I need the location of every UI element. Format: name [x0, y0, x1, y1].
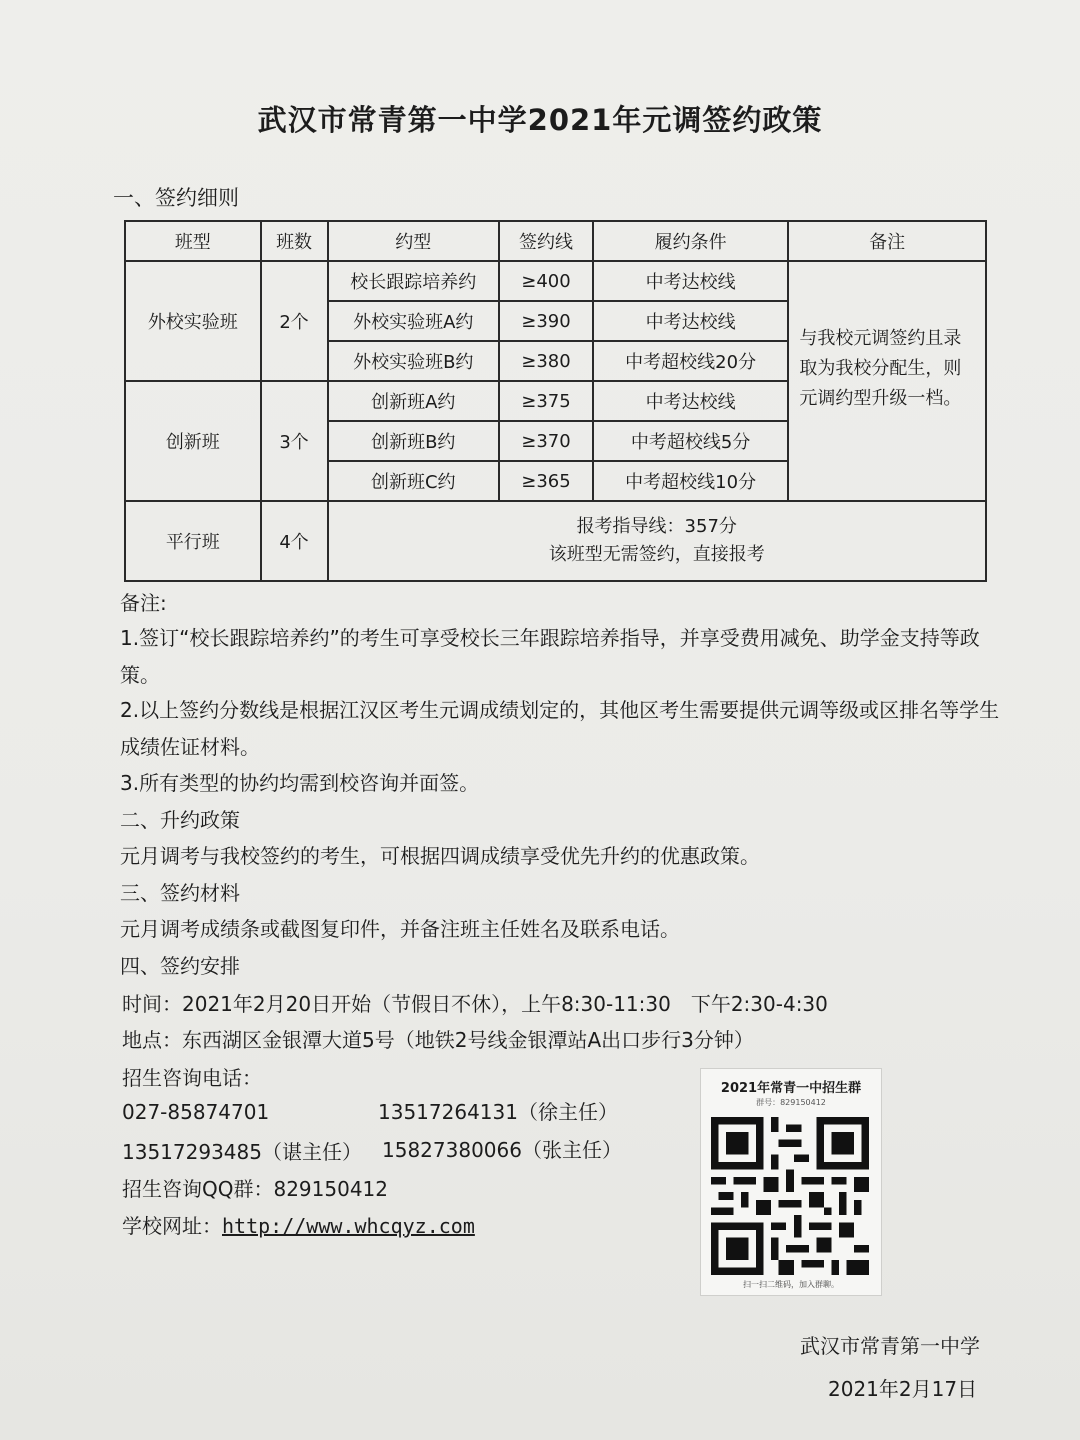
header-count: 班数: [261, 221, 328, 261]
table-note-cell: 与我校元调签约且录取为我校分配生，则元调约型升级一档。: [788, 261, 986, 501]
contract-type-cell: 校长跟踪培养约: [328, 261, 500, 301]
qr-footer: 扫一扫二维码，加入群聊。: [743, 1280, 839, 1289]
phone-label: 招生咨询电话：: [122, 1066, 262, 1090]
table-row: [125, 261, 986, 301]
table-header-row: [125, 221, 986, 261]
phone-3: 13517293485（谌主任）: [122, 1140, 362, 1164]
qr-card: [700, 1068, 882, 1296]
schedule-place: 地点：东西湖区金银潭大道5号（地铁2号线金银潭站A出口步行3分钟）: [122, 1028, 754, 1052]
class-count-cell: 2个: [261, 261, 328, 381]
parallel-guide-line: 报考指导线：357分: [576, 516, 737, 537]
condition-cell: 中考达校线: [593, 301, 788, 341]
parallel-class-info: [328, 501, 987, 581]
schedule-time: 时间：2021年2月20日开始（节假日不休），上午8:30-11:30 下午2:30-4:30: [122, 992, 828, 1016]
qq-group: 招生咨询QQ群：829150412: [122, 1177, 389, 1201]
section-4-heading: 四、签约安排: [120, 954, 240, 978]
signature-date: 2021年2月17日: [828, 1377, 978, 1401]
signature-school: 武汉市常青第一中学: [800, 1334, 980, 1358]
section-2-text: 元月调考与我校签约的考生，可根据四调成绩享受优先升约的优惠政策。: [120, 844, 760, 868]
website-link[interactable]: http://www.whcqyz.com: [222, 1214, 475, 1238]
qr-title: 2021年常青一中招生群: [720, 1081, 862, 1096]
score-line-cell: ≥380: [499, 341, 593, 381]
header-note: 备注: [788, 221, 986, 261]
table-row: [125, 501, 986, 581]
contract-type-cell: 创新班A约: [328, 381, 500, 421]
website-line: [122, 1210, 475, 1239]
contract-type-cell: 外校实验班A约: [328, 301, 500, 341]
header-contract-type: 约型: [328, 221, 500, 261]
parallel-no-contract: 该班型无需签约，直接报考: [548, 544, 765, 565]
class-type-cell: 平行班: [125, 501, 261, 581]
header-class-type: 班型: [125, 221, 261, 261]
class-type-cell: 创新班: [125, 381, 261, 501]
phone-4: 15827380066（张主任）: [382, 1138, 622, 1162]
section-3-heading: 三、签约材料: [120, 881, 240, 905]
contract-type-cell: 创新班C约: [328, 461, 500, 501]
section-1-heading: 一、签约细则: [113, 186, 239, 210]
score-line-cell: ≥400: [499, 261, 593, 301]
section-2-heading: 二、升约政策: [120, 808, 240, 832]
class-count-cell: 3个: [261, 381, 328, 501]
score-line-cell: ≥365: [499, 461, 593, 501]
class-count-cell: 4个: [261, 501, 328, 581]
contract-type-cell: 外校实验班B约: [328, 341, 500, 381]
condition-cell: 中考达校线: [593, 381, 788, 421]
notes-label: 备注:: [120, 591, 167, 615]
section-3-text: 元月调考成绩条或截图复印件，并备注班主任姓名及联系电话。: [120, 917, 680, 941]
note-1: 1.签订“校长跟踪培养约”的考生可享受校长三年跟踪培养指导，并享受费用减免、助学金支持等政策。: [120, 626, 980, 687]
condition-cell: 中考超校线10分: [593, 461, 788, 501]
qr-group-number: 群号：829150412: [756, 1098, 826, 1107]
website-label: 学校网址：: [122, 1214, 222, 1238]
qr-code-icon[interactable]: [711, 1117, 869, 1275]
note-3: 3.所有类型的协约均需到校咨询并面签。: [120, 771, 480, 795]
condition-cell: 中考超校线20分: [593, 341, 788, 381]
note-2: 2.以上签约分数线是根据江汉区考生元调成绩划定的，其他区考生需要提供元调等级或区排名等学生成绩佐证材料。: [120, 698, 1000, 759]
page-title: 武汉市常青第一中学2021年元调签约政策: [257, 103, 823, 137]
phone-1: 027-85874701: [122, 1100, 270, 1124]
header-score-line: 签约线: [499, 221, 593, 261]
contract-type-cell: 创新班B约: [328, 421, 500, 461]
policy-table: [124, 220, 987, 582]
class-type-cell: 外校实验班: [125, 261, 261, 381]
condition-cell: 中考达校线: [593, 261, 788, 301]
phone-2: 13517264131（徐主任）: [378, 1100, 618, 1124]
header-condition: 履约条件: [593, 221, 788, 261]
score-line-cell: ≥390: [499, 301, 593, 341]
score-line-cell: ≥370: [499, 421, 593, 461]
condition-cell: 中考超校线5分: [593, 421, 788, 461]
score-line-cell: ≥375: [499, 381, 593, 421]
